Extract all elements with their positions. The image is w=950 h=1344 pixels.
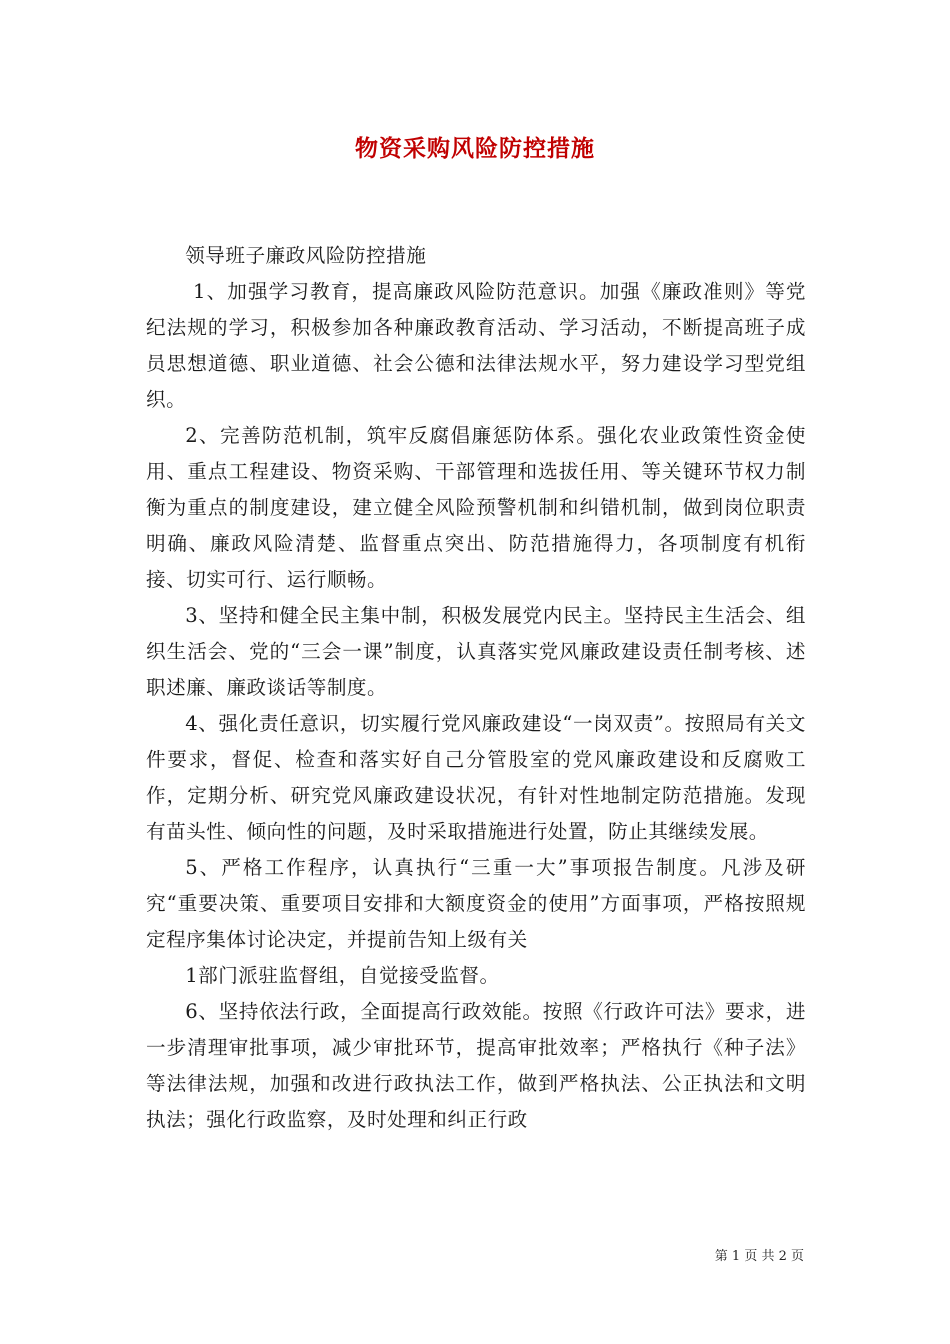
- paragraph-5-continued: 1部门派驻监督组，自觉接受监督。: [185, 964, 500, 987]
- document-title: 物资采购风险防控措施: [355, 135, 595, 162]
- page-number: 第 1 页 共 2 页: [714, 1249, 804, 1264]
- paragraph-5: 5、严格工作程序，认真执行“三重一大”事项报告制度。凡涉及研究“重要决策、重要项目安排和大额度资金的使用”方面事项，严格按照规定程序集体讨论决定，并提前告知上级有关: [146, 856, 806, 951]
- paragraph-2: 2、完善防范机制，筑牢反腐倡廉惩防体系。强化农业政策性资金使用、重点工程建设、物资采购、干部管理和选拔任用、等关键环节权力制衡为重点的制度建设，建立健全风险预警机制和纠错机制，做到岗位职责明确、廉政风险清楚、监督重点突出、防范措施得力，各项制度有机衔接、切实可行、运行顺畅。: [146, 424, 806, 591]
- document-body: [146, 238, 806, 1138]
- paragraph-1: 1、加强学习教育，提高廉政风险防范意识。加强《廉政准则》等党纪法规的学习，积极参加各种廉政教育活动、学习活动，不断提高班子成员思想道德、职业道德、社会公德和法律法规水平，努力建设学习型党组织。: [146, 280, 806, 411]
- paragraph-3: 3、坚持和健全民主集中制，积极发展党内民主。坚持民主生活会、组织生活会、党的“三会一课”制度，认真落实党风廉政建设责任制考核、述职述廉、廉政谈话等制度。: [146, 604, 806, 699]
- paragraph-6: 6、坚持依法行政，全面提高行政效能。按照《行政许可法》要求，进一步清理审批事项，减少审批环节，提高审批效率；严格执行《种子法》等法律法规，加强和改进行政执法工作，做到严格执法、公正执法和文明执法；强化行政监察，及时处理和纠正行政: [146, 1000, 806, 1131]
- section-heading: 领导班子廉政风险防控措施: [185, 244, 427, 267]
- paragraph-4: 4、强化责任意识，切实履行党风廉政建设“一岗双责”。按照局有关文件要求，督促、检查和落实好自己分管股室的党风廉政建设和反腐败工作，定期分析、研究党风廉政建设状况，有针对性地制定防范措施。发现有苗头性、倾向性的问题，及时采取措施进行处置，防止其继续发展。: [146, 712, 806, 843]
